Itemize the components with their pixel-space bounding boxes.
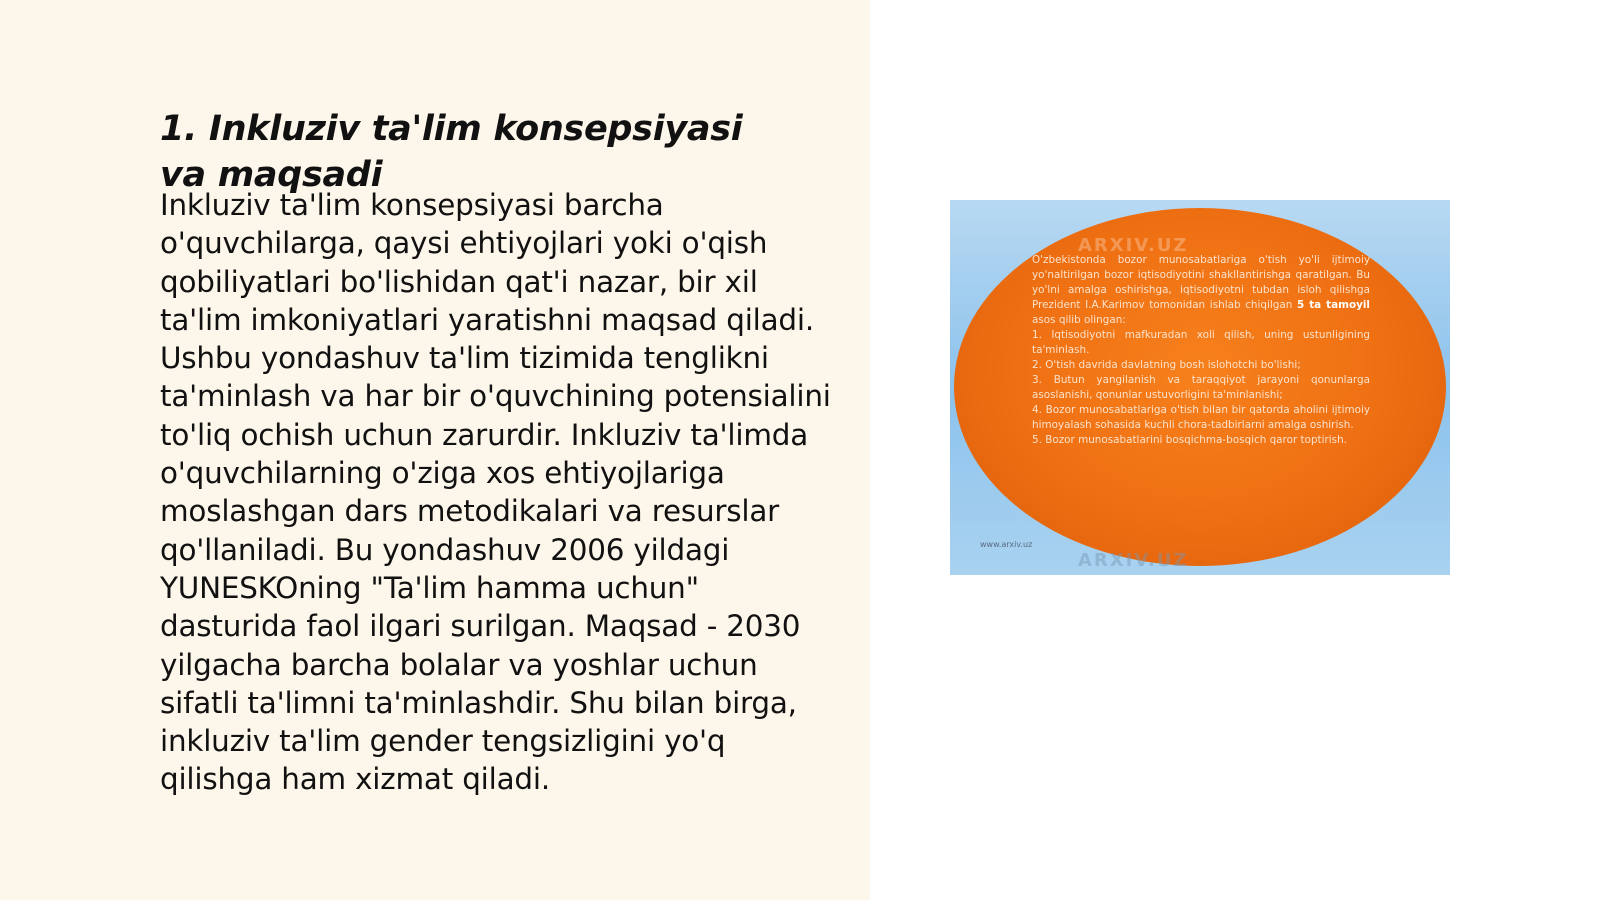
image-point: 1. Iqtisodiyotni mafkuradan xoli qilish, uning ustunligining ta'minlash. <box>1032 329 1370 356</box>
image-point: 3. Butun yangilanish va taraqqiyot jarayoni qonunlarga asoslanishi, qonunlar ustuvorligini ta'minlanishi; <box>1032 374 1370 401</box>
image-point: 2. O'tish davrida davlatning bosh islohotchi bo'lishi; <box>1032 359 1301 371</box>
image-text-block <box>1032 253 1370 448</box>
slide-title: 1. Inkluziv ta'lim konsepsiyasi va maqsadi <box>160 109 743 195</box>
image-intro-end: asos qilib olingan: <box>1032 314 1126 326</box>
watermark-top: ARXIV.UZ <box>1078 235 1189 256</box>
image-point: 5. Bozor munosabatlarini bosqichma-bosqich qaror toptirish. <box>1032 434 1347 446</box>
slide-body-text: Inkluziv ta'lim konsepsiyasi barcha o'quvchilarga, qaysi ehtiyojlari yoki o'qish qobiliyatlari bo'lishidan qat'i nazar, bir xil ta'lim imkoniyatlari yaratishni maqsad qiladi. Ushbu yondashuv ta'lim tizimida tenglikni ta'minlash va har bir o'quvchining potensialini to'liq ochish uchun zarurdir. Inkluziv ta'limda o'quvchilarning o'ziga xos ehtiyojlariga moslashgan dars metodikalari va resurslar qo'llaniladi. Bu yondashuv 2006 yildagi YUNESKOning "Ta'lim hamma uchun" dasturida faol ilgari surilgan. Maqsad - 2030 yilgacha barcha bolalar va yoshlar uchun sifatli ta'limni ta'minlashdir. Shu bilan birga, inkluziv ta'lim gender tengsizligini yo'q qilishga ham xizmat qiladi. <box>160 188 831 797</box>
slide-image <box>950 200 1450 575</box>
image-intro-text: O'zbekistonda bozor munosabatlariga o'tish yo'li ijtimoiy yo'naltirilgan bozor iqtisodiyotini shakllantirishga qaratilgan. Bu yo'lni amalga oshirishga, iqtisodiyotni tubdan isloh qilishga Prezident I.A.Karimov tomonidan ishlab chiqilgan <box>1032 254 1370 311</box>
watermark-bottom: ARXIV.UZ <box>1078 550 1189 571</box>
image-intro-bold: 5 ta tamoyil <box>1296 299 1370 311</box>
image-intro <box>1032 253 1370 328</box>
image-point: 4. Bozor munosabatlariga o'tish bilan bir qatorda aholini ijtimoiy himoyalash sohasida kuchli chora-tadbirlarni amalga oshirish. <box>1032 404 1370 431</box>
image-site-label: www.arxiv.uz <box>980 540 1033 549</box>
